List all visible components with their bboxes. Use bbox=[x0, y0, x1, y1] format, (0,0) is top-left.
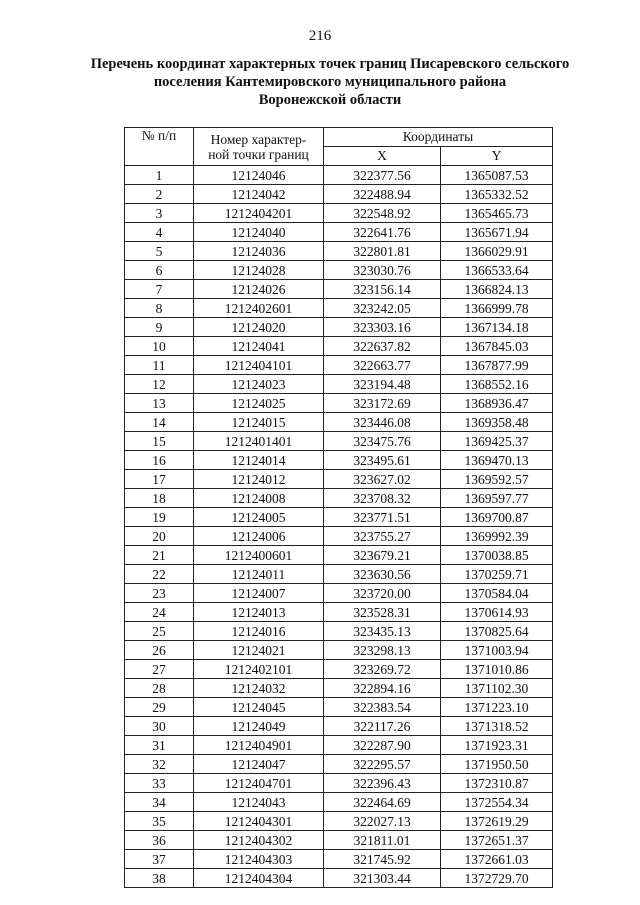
cell-row-number: 1 bbox=[125, 166, 194, 185]
cell-point-number: 12124041 bbox=[194, 337, 324, 356]
cell-point-number: 12124045 bbox=[194, 698, 324, 717]
cell-point-number: 12124013 bbox=[194, 603, 324, 622]
cell-point-number: 12124011 bbox=[194, 565, 324, 584]
cell-row-number: 37 bbox=[125, 850, 194, 869]
cell-x-coordinate: 323771.51 bbox=[324, 508, 441, 527]
cell-point-number: 1212404301 bbox=[194, 812, 324, 831]
table-row bbox=[125, 432, 553, 451]
cell-point-number: 1212404201 bbox=[194, 204, 324, 223]
cell-point-number: 1212404901 bbox=[194, 736, 324, 755]
cell-row-number: 17 bbox=[125, 470, 194, 489]
cell-point-number: 12124032 bbox=[194, 679, 324, 698]
header-point-line-2: ной точки границ bbox=[208, 146, 309, 162]
cell-point-number: 1212401401 bbox=[194, 432, 324, 451]
cell-row-number: 12 bbox=[125, 375, 194, 394]
document-title bbox=[70, 55, 590, 109]
cell-point-number: 1212404101 bbox=[194, 356, 324, 375]
cell-x-coordinate: 322027.13 bbox=[324, 812, 441, 831]
table-row bbox=[125, 831, 553, 850]
cell-row-number: 13 bbox=[125, 394, 194, 413]
table-row bbox=[125, 451, 553, 470]
table-row bbox=[125, 413, 553, 432]
cell-row-number: 8 bbox=[125, 299, 194, 318]
cell-x-coordinate: 321745.92 bbox=[324, 850, 441, 869]
cell-row-number: 11 bbox=[125, 356, 194, 375]
cell-x-coordinate: 323242.05 bbox=[324, 299, 441, 318]
cell-x-coordinate: 321303.44 bbox=[324, 869, 441, 888]
table-row bbox=[125, 584, 553, 603]
table-row bbox=[125, 774, 553, 793]
cell-y-coordinate: 1369470.13 bbox=[441, 451, 553, 470]
table-row bbox=[125, 812, 553, 831]
cell-point-number: 12124036 bbox=[194, 242, 324, 261]
table-row bbox=[125, 508, 553, 527]
cell-y-coordinate: 1372554.34 bbox=[441, 793, 553, 812]
cell-y-coordinate: 1369358.48 bbox=[441, 413, 553, 432]
table-row bbox=[125, 679, 553, 698]
cell-y-coordinate: 1371102.30 bbox=[441, 679, 553, 698]
header-point-number bbox=[194, 128, 324, 166]
cell-row-number: 26 bbox=[125, 641, 194, 660]
cell-x-coordinate: 323269.72 bbox=[324, 660, 441, 679]
title-line-3: Воронежской области bbox=[258, 92, 402, 108]
cell-y-coordinate: 1372310.87 bbox=[441, 774, 553, 793]
cell-point-number: 12124007 bbox=[194, 584, 324, 603]
cell-row-number: 25 bbox=[125, 622, 194, 641]
cell-y-coordinate: 1370825.64 bbox=[441, 622, 553, 641]
cell-y-coordinate: 1370038.85 bbox=[441, 546, 553, 565]
table-row bbox=[125, 318, 553, 337]
cell-row-number: 16 bbox=[125, 451, 194, 470]
table-row bbox=[125, 356, 553, 375]
cell-y-coordinate: 1371003.94 bbox=[441, 641, 553, 660]
cell-y-coordinate: 1371950.50 bbox=[441, 755, 553, 774]
cell-point-number: 1212404303 bbox=[194, 850, 324, 869]
cell-y-coordinate: 1371010.86 bbox=[441, 660, 553, 679]
cell-point-number: 1212404304 bbox=[194, 869, 324, 888]
cell-point-number: 12124016 bbox=[194, 622, 324, 641]
cell-point-number: 12124014 bbox=[194, 451, 324, 470]
cell-row-number: 3 bbox=[125, 204, 194, 223]
cell-y-coordinate: 1371318.52 bbox=[441, 717, 553, 736]
table-row bbox=[125, 394, 553, 413]
cell-x-coordinate: 323156.14 bbox=[324, 280, 441, 299]
cell-point-number: 12124040 bbox=[194, 223, 324, 242]
cell-x-coordinate: 322287.90 bbox=[324, 736, 441, 755]
cell-point-number: 1212400601 bbox=[194, 546, 324, 565]
cell-row-number: 33 bbox=[125, 774, 194, 793]
cell-y-coordinate: 1372661.03 bbox=[441, 850, 553, 869]
cell-row-number: 18 bbox=[125, 489, 194, 508]
cell-row-number: 10 bbox=[125, 337, 194, 356]
cell-point-number: 12124026 bbox=[194, 280, 324, 299]
cell-x-coordinate: 322295.57 bbox=[324, 755, 441, 774]
cell-row-number: 7 bbox=[125, 280, 194, 299]
cell-x-coordinate: 322894.16 bbox=[324, 679, 441, 698]
cell-x-coordinate: 323495.61 bbox=[324, 451, 441, 470]
cell-point-number: 1212402101 bbox=[194, 660, 324, 679]
cell-y-coordinate: 1370584.04 bbox=[441, 584, 553, 603]
cell-row-number: 30 bbox=[125, 717, 194, 736]
cell-row-number: 29 bbox=[125, 698, 194, 717]
table-row bbox=[125, 489, 553, 508]
table-row bbox=[125, 736, 553, 755]
table-row bbox=[125, 660, 553, 679]
cell-y-coordinate: 1367134.18 bbox=[441, 318, 553, 337]
table-row bbox=[125, 337, 553, 356]
cell-x-coordinate: 323630.56 bbox=[324, 565, 441, 584]
coordinates-table bbox=[124, 127, 553, 888]
cell-y-coordinate: 1367845.03 bbox=[441, 337, 553, 356]
cell-x-coordinate: 323627.02 bbox=[324, 470, 441, 489]
cell-row-number: 19 bbox=[125, 508, 194, 527]
cell-point-number: 12124015 bbox=[194, 413, 324, 432]
cell-y-coordinate: 1365671.94 bbox=[441, 223, 553, 242]
cell-x-coordinate: 322377.56 bbox=[324, 166, 441, 185]
cell-y-coordinate: 1370614.93 bbox=[441, 603, 553, 622]
cell-x-coordinate: 322637.82 bbox=[324, 337, 441, 356]
cell-x-coordinate: 323194.48 bbox=[324, 375, 441, 394]
cell-row-number: 38 bbox=[125, 869, 194, 888]
cell-point-number: 12124028 bbox=[194, 261, 324, 280]
cell-y-coordinate: 1372619.29 bbox=[441, 812, 553, 831]
cell-row-number: 14 bbox=[125, 413, 194, 432]
table-row bbox=[125, 641, 553, 660]
cell-point-number: 1212402601 bbox=[194, 299, 324, 318]
cell-y-coordinate: 1371223.10 bbox=[441, 698, 553, 717]
cell-x-coordinate: 322641.76 bbox=[324, 223, 441, 242]
cell-y-coordinate: 1369700.87 bbox=[441, 508, 553, 527]
cell-y-coordinate: 1369992.39 bbox=[441, 527, 553, 546]
cell-y-coordinate: 1365087.53 bbox=[441, 166, 553, 185]
cell-y-coordinate: 1372651.37 bbox=[441, 831, 553, 850]
cell-y-coordinate: 1366999.78 bbox=[441, 299, 553, 318]
table-row bbox=[125, 565, 553, 584]
cell-row-number: 4 bbox=[125, 223, 194, 242]
table-row bbox=[125, 717, 553, 736]
table-header bbox=[125, 128, 553, 166]
cell-point-number: 12124042 bbox=[194, 185, 324, 204]
cell-y-coordinate: 1367877.99 bbox=[441, 356, 553, 375]
cell-row-number: 5 bbox=[125, 242, 194, 261]
table-row bbox=[125, 375, 553, 394]
cell-x-coordinate: 323435.13 bbox=[324, 622, 441, 641]
cell-x-coordinate: 323528.31 bbox=[324, 603, 441, 622]
cell-row-number: 15 bbox=[125, 432, 194, 451]
cell-row-number: 35 bbox=[125, 812, 194, 831]
cell-x-coordinate: 322801.81 bbox=[324, 242, 441, 261]
cell-row-number: 27 bbox=[125, 660, 194, 679]
cell-y-coordinate: 1372729.70 bbox=[441, 869, 553, 888]
table-body bbox=[125, 166, 553, 888]
cell-y-coordinate: 1369592.57 bbox=[441, 470, 553, 489]
cell-row-number: 2 bbox=[125, 185, 194, 204]
table-row bbox=[125, 299, 553, 318]
table-row bbox=[125, 223, 553, 242]
table-row bbox=[125, 546, 553, 565]
header-row-number: № п/п bbox=[125, 128, 194, 166]
cell-y-coordinate: 1369425.37 bbox=[441, 432, 553, 451]
cell-row-number: 34 bbox=[125, 793, 194, 812]
cell-x-coordinate: 322117.26 bbox=[324, 717, 441, 736]
cell-point-number: 12124047 bbox=[194, 755, 324, 774]
header-coordinates: Координаты bbox=[324, 128, 553, 147]
table-row bbox=[125, 166, 553, 185]
header-x: X bbox=[324, 147, 441, 166]
cell-x-coordinate: 322396.43 bbox=[324, 774, 441, 793]
cell-row-number: 36 bbox=[125, 831, 194, 850]
header-y: Y bbox=[441, 147, 553, 166]
cell-x-coordinate: 322464.69 bbox=[324, 793, 441, 812]
cell-x-coordinate: 322383.54 bbox=[324, 698, 441, 717]
cell-point-number: 12124021 bbox=[194, 641, 324, 660]
table-row bbox=[125, 755, 553, 774]
cell-x-coordinate: 323475.76 bbox=[324, 432, 441, 451]
cell-y-coordinate: 1368936.47 bbox=[441, 394, 553, 413]
cell-row-number: 24 bbox=[125, 603, 194, 622]
table-row bbox=[125, 280, 553, 299]
cell-y-coordinate: 1368552.16 bbox=[441, 375, 553, 394]
cell-row-number: 31 bbox=[125, 736, 194, 755]
cell-row-number: 22 bbox=[125, 565, 194, 584]
table-row bbox=[125, 470, 553, 489]
cell-x-coordinate: 322488.94 bbox=[324, 185, 441, 204]
cell-point-number: 1212404302 bbox=[194, 831, 324, 850]
cell-x-coordinate: 323679.21 bbox=[324, 546, 441, 565]
cell-y-coordinate: 1365332.52 bbox=[441, 185, 553, 204]
cell-point-number: 12124023 bbox=[194, 375, 324, 394]
cell-x-coordinate: 323708.32 bbox=[324, 489, 441, 508]
table-row bbox=[125, 204, 553, 223]
cell-y-coordinate: 1366533.64 bbox=[441, 261, 553, 280]
cell-x-coordinate: 323172.69 bbox=[324, 394, 441, 413]
table-row bbox=[125, 869, 553, 888]
title-line-1: Перечень координат характерных точек границ Писаревского сельского bbox=[90, 56, 570, 72]
cell-point-number: 12124008 bbox=[194, 489, 324, 508]
cell-point-number: 12124046 bbox=[194, 166, 324, 185]
cell-y-coordinate: 1366824.13 bbox=[441, 280, 553, 299]
table-row bbox=[125, 603, 553, 622]
cell-x-coordinate: 323298.13 bbox=[324, 641, 441, 660]
cell-x-coordinate: 323030.76 bbox=[324, 261, 441, 280]
cell-x-coordinate: 322548.92 bbox=[324, 204, 441, 223]
header-point-line-1: Номер характер- bbox=[210, 131, 307, 147]
cell-point-number: 12124005 bbox=[194, 508, 324, 527]
cell-y-coordinate: 1365465.73 bbox=[441, 204, 553, 223]
cell-point-number: 1212404701 bbox=[194, 774, 324, 793]
cell-x-coordinate: 323303.16 bbox=[324, 318, 441, 337]
title-line-2: поселения Кантемировского муниципального района bbox=[153, 74, 507, 90]
table-row bbox=[125, 185, 553, 204]
table-row bbox=[125, 242, 553, 261]
table-row bbox=[125, 261, 553, 280]
cell-x-coordinate: 321811.01 bbox=[324, 831, 441, 850]
page-number: 216 bbox=[308, 28, 332, 44]
cell-point-number: 12124020 bbox=[194, 318, 324, 337]
cell-y-coordinate: 1366029.91 bbox=[441, 242, 553, 261]
cell-x-coordinate: 322663.77 bbox=[324, 356, 441, 375]
cell-point-number: 12124012 bbox=[194, 470, 324, 489]
table-row bbox=[125, 793, 553, 812]
cell-x-coordinate: 323446.08 bbox=[324, 413, 441, 432]
cell-x-coordinate: 323720.00 bbox=[324, 584, 441, 603]
table-row bbox=[125, 527, 553, 546]
cell-point-number: 12124043 bbox=[194, 793, 324, 812]
cell-y-coordinate: 1370259.71 bbox=[441, 565, 553, 584]
cell-point-number: 12124025 bbox=[194, 394, 324, 413]
table-row bbox=[125, 850, 553, 869]
cell-row-number: 23 bbox=[125, 584, 194, 603]
cell-row-number: 32 bbox=[125, 755, 194, 774]
cell-row-number: 28 bbox=[125, 679, 194, 698]
table-row bbox=[125, 622, 553, 641]
cell-y-coordinate: 1369597.77 bbox=[441, 489, 553, 508]
cell-row-number: 6 bbox=[125, 261, 194, 280]
cell-row-number: 9 bbox=[125, 318, 194, 337]
table-row bbox=[125, 698, 553, 717]
cell-x-coordinate: 323755.27 bbox=[324, 527, 441, 546]
cell-row-number: 21 bbox=[125, 546, 194, 565]
cell-row-number: 20 bbox=[125, 527, 194, 546]
cell-y-coordinate: 1371923.31 bbox=[441, 736, 553, 755]
cell-point-number: 12124049 bbox=[194, 717, 324, 736]
cell-point-number: 12124006 bbox=[194, 527, 324, 546]
